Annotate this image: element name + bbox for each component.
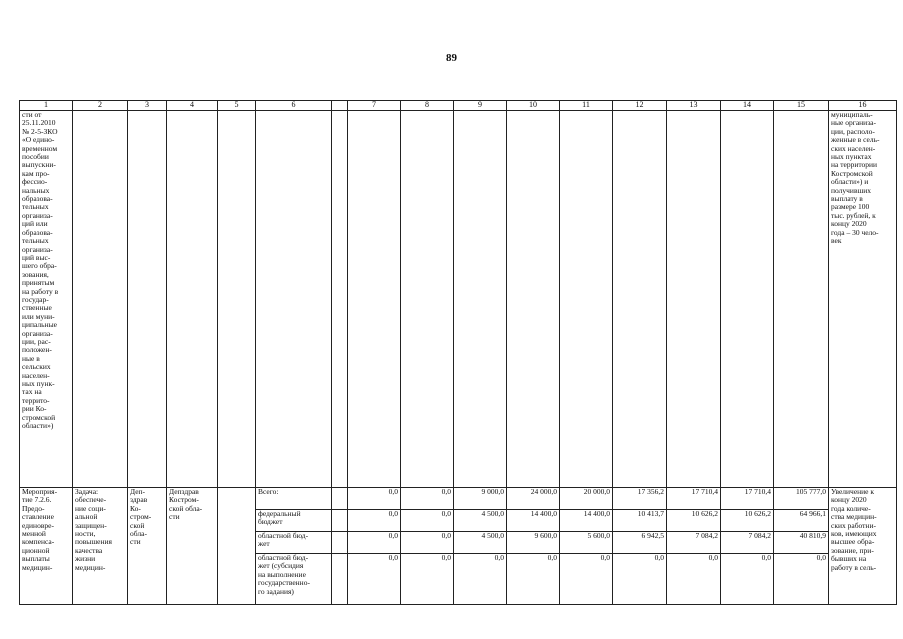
value-cell: 10 626,2 xyxy=(721,510,774,532)
value-cell: 7 084,2 xyxy=(667,532,721,554)
value-cell: 20 000,0 xyxy=(560,488,613,510)
value-cell: 0,0 xyxy=(507,554,560,605)
value-cell: 0,0 xyxy=(721,554,774,605)
measure-row-total xyxy=(20,488,897,510)
value-cell: 0,0 xyxy=(348,510,401,532)
value-cell: 4 500,0 xyxy=(454,532,507,554)
funding-source-label: федеральный бюджет xyxy=(256,510,332,532)
header-cell: 2 xyxy=(73,101,128,111)
header-cell: 6 xyxy=(256,101,332,111)
header-cell: 1 xyxy=(20,101,73,111)
value-cell: 9 600,0 xyxy=(507,532,560,554)
value-cell: 9 000,0 xyxy=(454,488,507,510)
empty-cell xyxy=(560,111,613,488)
empty-cell xyxy=(128,111,167,488)
empty-cell xyxy=(332,488,348,510)
value-cell: 64 966,1 xyxy=(774,510,829,532)
measure-executor: Депздрав Костром- ской обла- сти xyxy=(167,488,218,605)
empty-cell xyxy=(507,111,560,488)
empty-cell xyxy=(218,111,256,488)
measure-responsible: Деп- здрав Ко- стром- ской обла- сти xyxy=(128,488,167,605)
value-cell: 0,0 xyxy=(774,554,829,605)
measure-expected-result: Увеличение к концу 2020 года количе- ства медицин- ских работни- ков, имеющих высшее обра- зование, при- бывших на работу в сель- xyxy=(829,488,897,605)
value-cell: 0,0 xyxy=(454,554,507,605)
empty-cell xyxy=(167,111,218,488)
empty-cell xyxy=(218,488,256,605)
value-cell: 17 356,2 xyxy=(613,488,667,510)
empty-cell xyxy=(73,111,128,488)
empty-cell xyxy=(256,111,332,488)
value-cell: 0,0 xyxy=(401,510,454,532)
empty-cell xyxy=(401,111,454,488)
value-cell: 10 626,2 xyxy=(667,510,721,532)
funding-source-label: Всего: xyxy=(256,488,332,510)
header-cell: 13 xyxy=(667,101,721,111)
header-cell: 12 xyxy=(613,101,667,111)
value-cell: 0,0 xyxy=(667,554,721,605)
empty-cell xyxy=(332,111,348,488)
header-cell xyxy=(332,101,348,111)
empty-cell xyxy=(332,510,348,532)
value-cell: 17 710,4 xyxy=(721,488,774,510)
measure-title: Мероприя- тие 7.2.6. Предо- ставление единовре- менной компенса- ционной выплаты медицин- xyxy=(20,488,73,605)
value-cell: 6 942,5 xyxy=(613,532,667,554)
value-cell: 105 777,0 xyxy=(774,488,829,510)
value-cell: 0,0 xyxy=(613,554,667,605)
value-cell: 5 600,0 xyxy=(560,532,613,554)
value-cell: 0,0 xyxy=(348,554,401,605)
header-cell: 15 xyxy=(774,101,829,111)
value-cell: 0,0 xyxy=(348,488,401,510)
value-cell: 10 413,7 xyxy=(613,510,667,532)
empty-cell xyxy=(332,532,348,554)
page-number: 89 xyxy=(446,52,457,64)
empty-cell xyxy=(454,111,507,488)
header-cell: 10 xyxy=(507,101,560,111)
empty-cell xyxy=(348,111,401,488)
value-cell: 40 810,9 xyxy=(774,532,829,554)
empty-cell xyxy=(774,111,829,488)
value-cell: 14 400,0 xyxy=(560,510,613,532)
header-row xyxy=(20,101,897,111)
header-cell: 14 xyxy=(721,101,774,111)
continued-law-text: сти от 25.11.2010 № 2-5-ЗКО «О едино- временном пособии выпускни- кам про- фессио- нальных образова- тельных организа- ций или образова- тельных организа- ций выс- шего обра- зования, принятым на работу в государ- ственные или муни- ципальные организа- ции, рас- положен- ные в сельских населен- ных пунк- тах на террито- рии Ко- стромской области») xyxy=(20,111,73,488)
value-cell: 0,0 xyxy=(401,554,454,605)
header-cell: 16 xyxy=(829,101,897,111)
header-cell: 3 xyxy=(128,101,167,111)
value-cell: 4 500,0 xyxy=(454,510,507,532)
budget-table xyxy=(19,100,897,605)
header-cell: 11 xyxy=(560,101,613,111)
value-cell: 14 400,0 xyxy=(507,510,560,532)
empty-cell xyxy=(332,554,348,605)
funding-source-label: областной бюд- жет xyxy=(256,532,332,554)
header-cell: 7 xyxy=(348,101,401,111)
continued-result-text: муниципаль- ные организа- ции, располо- женные в сель- ских населен- ных пунктах на территории Костромской области») и получивших выплату в размере 100 тыс. рублей, к концу 2020 года – 30 чело- век xyxy=(829,111,897,488)
measure-task: Задача: обеспече- ние соци- альной защищен- ности, повышения качества жизни медицин- xyxy=(73,488,128,605)
value-cell: 24 000,0 xyxy=(507,488,560,510)
value-cell: 17 710,4 xyxy=(667,488,721,510)
header-cell: 5 xyxy=(218,101,256,111)
header-cell: 9 xyxy=(454,101,507,111)
empty-cell xyxy=(667,111,721,488)
value-cell: 7 084,2 xyxy=(721,532,774,554)
value-cell: 0,0 xyxy=(401,532,454,554)
value-cell: 0,0 xyxy=(401,488,454,510)
empty-cell xyxy=(721,111,774,488)
funding-source-label: областной бюд- жет (субсидия на выполнение государственно- го задания) xyxy=(256,554,332,605)
header-cell: 8 xyxy=(401,101,454,111)
empty-cell xyxy=(613,111,667,488)
header-cell: 4 xyxy=(167,101,218,111)
value-cell: 0,0 xyxy=(560,554,613,605)
value-cell: 0,0 xyxy=(348,532,401,554)
continued-row xyxy=(20,111,897,488)
